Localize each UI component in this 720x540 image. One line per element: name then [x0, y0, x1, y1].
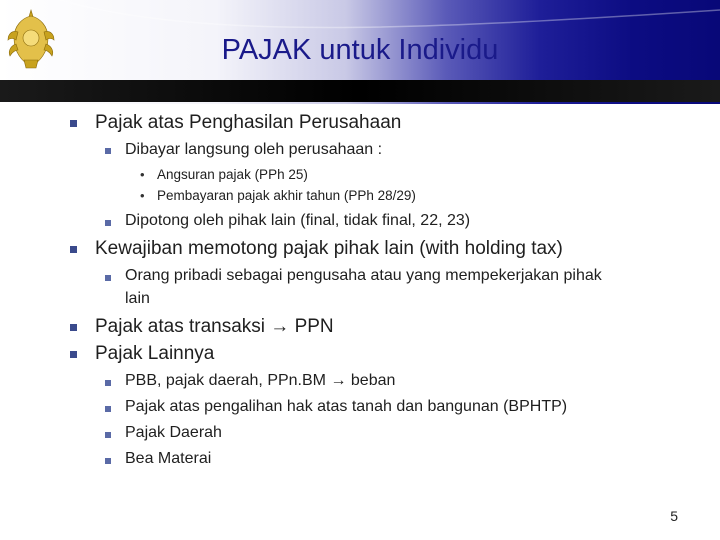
- list-item: PBB, pajak daerah, PPn.BM → beban: [125, 372, 396, 389]
- list-item: Pajak Daerah: [125, 424, 222, 441]
- list-item: Pajak atas pengalihan hak atas tanah dan bangunan (BPHTP): [125, 398, 568, 415]
- bullet-square-icon: [70, 351, 77, 358]
- list-item: Angsuran pajak (PPh 25): [157, 167, 308, 182]
- bullet-square-icon: [70, 246, 77, 253]
- bullet-dot-icon: •: [140, 167, 145, 182]
- list-item: Pajak Lainnya: [95, 343, 215, 364]
- bullet-square-icon: [105, 148, 111, 154]
- page-number: 5: [670, 508, 678, 524]
- list-item: Dipotong oleh pihak lain (final, tidak final, 22, 23): [125, 212, 471, 229]
- bullet-square-icon: [70, 120, 77, 127]
- list-item: lain: [125, 290, 150, 307]
- bullet-square-icon: [105, 220, 111, 226]
- list-item: Pajak atas Penghasilan Perusahaan: [95, 112, 402, 133]
- bullet-square-icon: [105, 432, 111, 438]
- list-item: Kewajiban memotong pajak pihak lain (with holding tax): [95, 238, 563, 259]
- list-item: Pembayaran pajak akhir tahun (PPh 28/29): [157, 188, 416, 203]
- bullet-square-icon: [70, 324, 77, 331]
- list-item: Pajak atas transaksi → PPN: [95, 316, 334, 337]
- bullet-square-icon: [105, 380, 111, 386]
- bullet-square-icon: [105, 406, 111, 412]
- bullet-square-icon: [105, 458, 111, 464]
- list-item: Dibayar langsung oleh perusahaan :: [125, 141, 383, 158]
- page-title: PAJAK untuk Individu: [221, 34, 499, 66]
- list-item: Bea Materai: [125, 450, 212, 467]
- bullet-dot-icon: •: [140, 188, 145, 203]
- list-item: Orang pribadi sebagai pengusaha atau yang mempekerjakan pihak: [125, 267, 602, 284]
- bullet-square-icon: [105, 275, 111, 281]
